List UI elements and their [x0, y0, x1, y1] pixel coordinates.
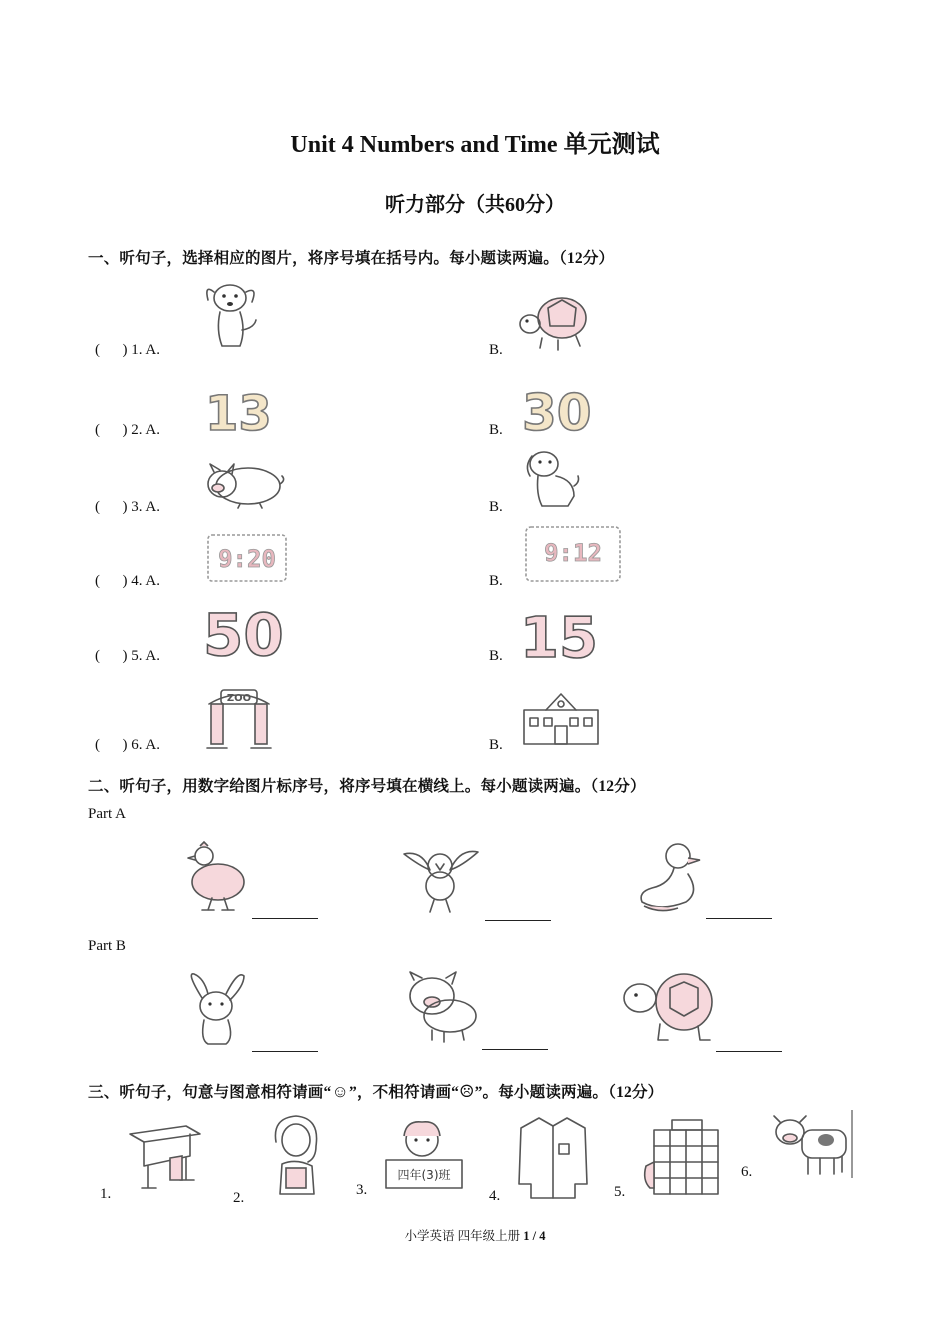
rabbit-icon: [182, 970, 250, 1046]
page-number: 1 / 4: [523, 1229, 546, 1243]
number-30-text: 30: [522, 384, 592, 442]
clock-912-text: 9:12: [544, 539, 602, 567]
turtle-icon: [518, 290, 590, 352]
zoo-sign-text: ZOO: [226, 693, 252, 704]
item-3-number: 3.: [356, 1182, 368, 1198]
school-icon: [520, 688, 602, 748]
number-15-picture: [520, 597, 598, 671]
number-13-text: 13: [205, 386, 272, 442]
section-3-heading-pre: 三、听句子，句意与图意相符请画“: [88, 1084, 332, 1101]
number-50-picture: [203, 595, 285, 669]
shirt-icon: [515, 1114, 591, 1200]
item-1-number: 1.: [100, 1186, 112, 1202]
zoo-gate-icon: [203, 682, 275, 752]
girl-reading-icon: [262, 1112, 328, 1196]
item-4-number: 4.: [489, 1188, 501, 1204]
question-3-label: ( ) 3. A.: [95, 499, 160, 515]
question-6-option-b: B.: [489, 737, 503, 753]
turtle-icon: [620, 968, 720, 1044]
desk-icon: [126, 1116, 202, 1196]
question-5-option-b: B.: [489, 648, 503, 664]
section-3-heading-post: ”。每小题读两遍。（12分）: [474, 1084, 664, 1101]
answer-line-a1[interactable]: [252, 918, 318, 919]
question-1-option-b: B.: [489, 342, 503, 358]
question-4-option-b: B.: [489, 573, 503, 589]
section-3-heading: [88, 1080, 663, 1102]
section-3-heading-mid: ”，不相符请画“: [349, 1084, 460, 1101]
class-sign-text: 四年(3)班: [397, 1168, 451, 1182]
item-6-number: 6.: [741, 1164, 753, 1180]
question-2-option-b: B.: [489, 422, 503, 438]
answer-line-b1[interactable]: [252, 1051, 318, 1052]
number-15-text: 15: [520, 606, 598, 671]
part-b-label: Part B: [88, 938, 126, 954]
page-footer: [0, 1226, 950, 1244]
pig-icon: [200, 458, 284, 510]
clock-920-text: 9:20: [218, 545, 276, 573]
sad-face-icon: ☹: [459, 1082, 475, 1101]
question-2-label: ( ) 2. A.: [95, 422, 160, 438]
answer-line-b2[interactable]: [482, 1049, 548, 1050]
question-6-label: ( ) 6. A.: [95, 737, 160, 753]
smile-face-icon: ☺: [331, 1082, 350, 1101]
listening-subtitle: 听力部分（共60分）: [385, 194, 565, 216]
answer-line-b3[interactable]: [716, 1051, 782, 1052]
question-5-label: ( ) 5. A.: [95, 648, 160, 664]
dog-icon: [522, 446, 582, 512]
section-1-heading: 一、听句子，选择相应的图片，将序号填在括号内。每小题读两遍。（12分）: [88, 250, 615, 267]
item-5-number: 5.: [614, 1184, 626, 1200]
duck-icon: [630, 840, 712, 914]
chicken-icon: [182, 842, 256, 914]
question-3-option-b: B.: [489, 499, 503, 515]
question-1-label: ( ) 1. A.: [95, 342, 160, 358]
clock-920-picture: [206, 533, 288, 583]
bird-icon: [400, 840, 482, 914]
number-50-text: 50: [203, 601, 284, 669]
page-title: Unit 4 Numbers and Time 单元测试: [290, 132, 660, 158]
item-2-number: 2.: [233, 1190, 245, 1206]
library-icon: [642, 1116, 724, 1198]
girl-sign-icon: [382, 1116, 466, 1196]
answer-line-a3[interactable]: [706, 918, 772, 919]
cow-icon: [772, 1110, 854, 1178]
dog-icon: [200, 278, 260, 353]
number-30-picture: [520, 376, 600, 442]
pig-icon: [402, 970, 480, 1044]
footer-text: 小学英语 四年级上册: [404, 1229, 521, 1243]
clock-912-picture: [524, 525, 622, 583]
number-13-picture: [203, 378, 272, 442]
question-4-label: ( ) 4. A.: [95, 573, 160, 589]
section-2-heading: 二、听句子，用数字给图片标序号，将序号填在横线上。每小题读两遍。（12分）: [88, 778, 646, 795]
answer-line-a2[interactable]: [485, 920, 551, 921]
part-a-label: Part A: [88, 806, 126, 822]
